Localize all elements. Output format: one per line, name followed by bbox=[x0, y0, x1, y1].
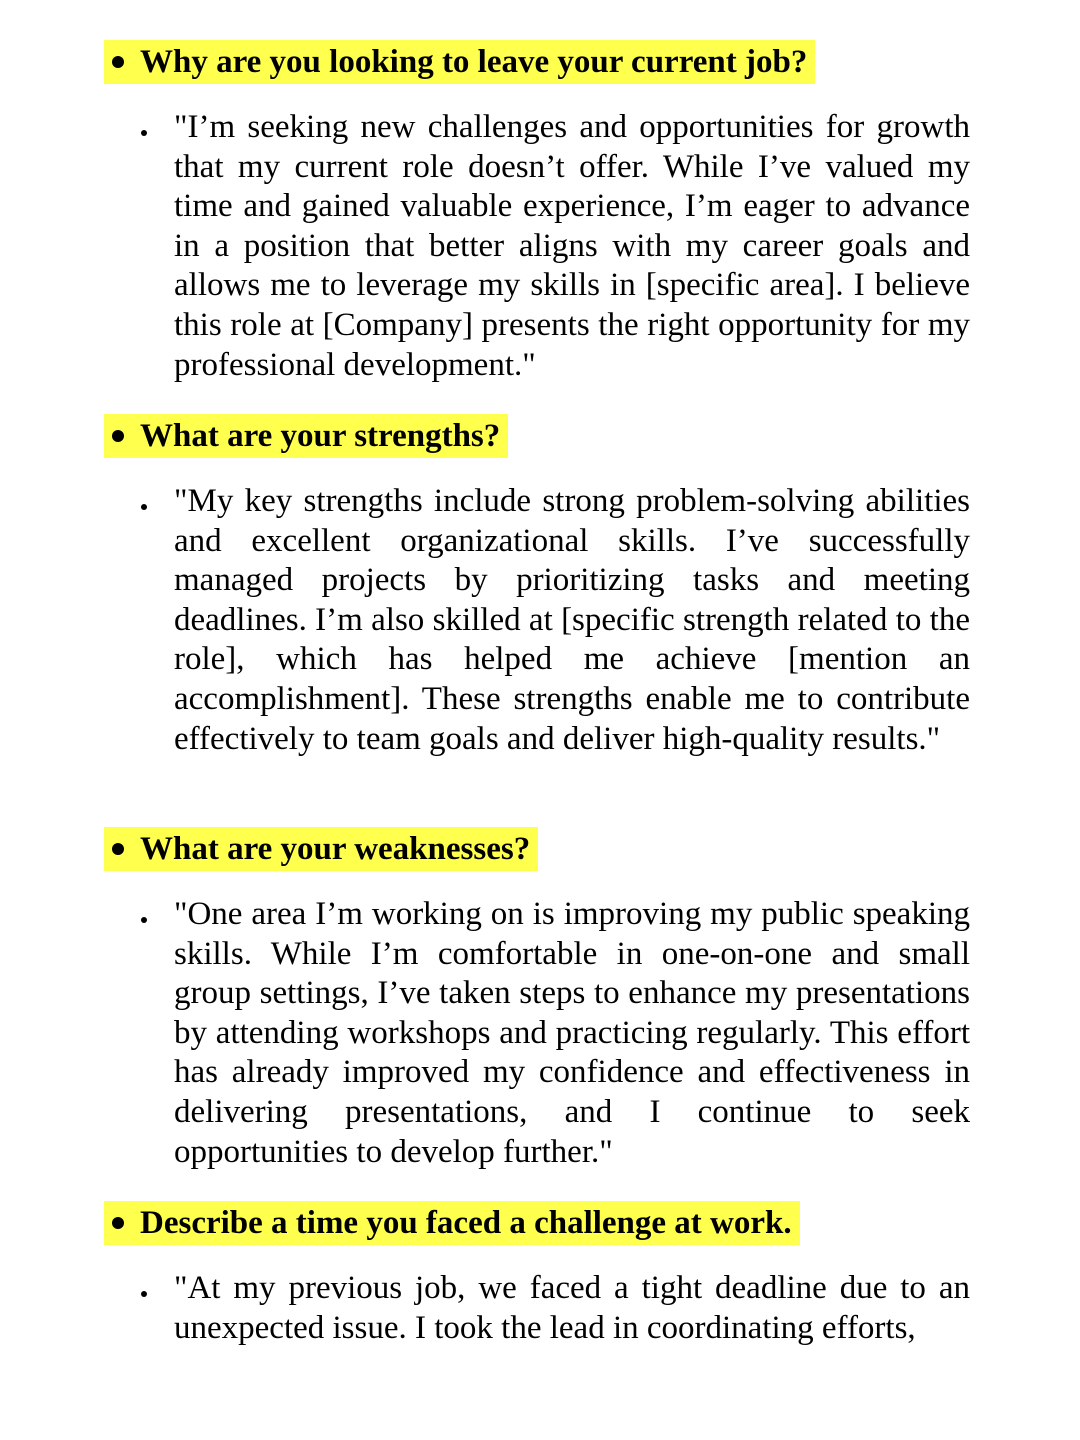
question-heading bbox=[104, 1201, 800, 1245]
answer-text: "My key strengths include strong problem-solving abilities and excellent organizational skills. I’ve successfully managed projects by prioritizing tasks and meeting deadlines. I’m also skilled at [specific strength related to the role], which has helped me achieve [mention an accomplishment]. These strengths enable me to contribute effectively to team goals and deliver high-quality results." bbox=[174, 483, 970, 757]
question-text: Why are you looking to leave your current job? bbox=[140, 44, 808, 80]
question-text: Describe a time you faced a challenge at work. bbox=[140, 1205, 792, 1241]
question-heading bbox=[104, 827, 538, 871]
answer-text: "I’m seeking new challenges and opportunities for growth that my current role doesn’t offer. While I’ve valued my time and gained valuable experience, I’m eager to advance in a position that better aligns with my career goals and allows me to leverage my skills in [specific area]. I believe this role at [Company] presents the right opportunity for my professional development." bbox=[174, 109, 970, 383]
question-heading bbox=[104, 414, 508, 458]
bullet-icon bbox=[141, 917, 147, 923]
bullet-icon bbox=[141, 130, 147, 136]
question-heading bbox=[104, 40, 815, 84]
question-text: What are your strengths? bbox=[140, 418, 501, 454]
bullet-icon bbox=[141, 1291, 147, 1297]
bullet-icon bbox=[112, 430, 124, 442]
bullet-icon bbox=[141, 504, 147, 510]
answer-text: "At my previous job, we faced a tight deadline due to an unexpected issue. I took the lead in coordinating efforts, bbox=[174, 1270, 970, 1346]
question-text: What are your weaknesses? bbox=[140, 831, 531, 867]
answer-text: "One area I’m working on is improving my public speaking skills. While I’m comfortable in one-on-one and small group settings, I’ve taken steps to enhance my presentations by attending workshops and practicing regularly. This effort has already improved my confidence and effectiveness in delivering presentations, and I continue to seek opportunities to develop further." bbox=[174, 896, 970, 1170]
bullet-icon bbox=[112, 1217, 124, 1229]
bullet-icon bbox=[112, 843, 124, 855]
bullet-icon bbox=[112, 56, 124, 68]
